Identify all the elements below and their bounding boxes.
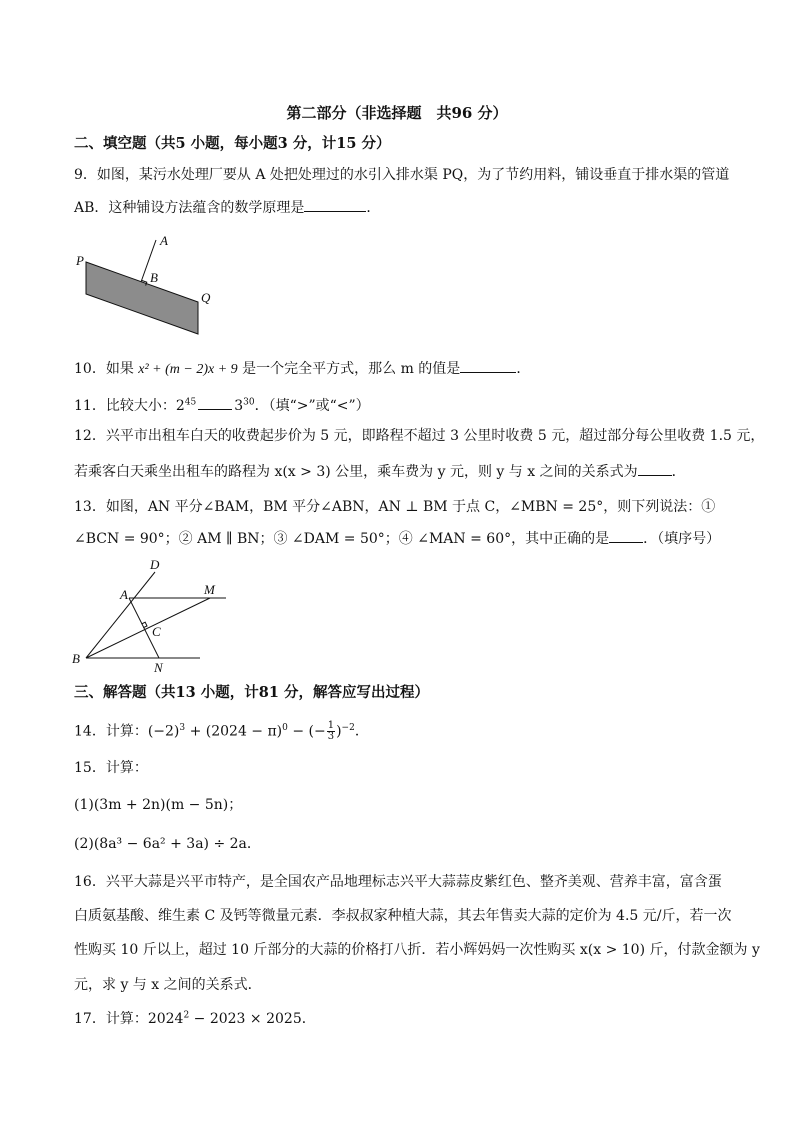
answer-blank-10 (460, 358, 516, 373)
label-point-b: B (150, 270, 158, 285)
question-14-term-3: − (− (287, 723, 326, 740)
question-14-close-paren: ) (336, 723, 342, 740)
question-14-exponent-2: 0 (282, 722, 288, 733)
section-heading-fill-in: 二、填空题（共5 小题，每小题3 分，计15 分） (74, 135, 391, 152)
question-9-line-2 (74, 197, 380, 218)
question-9-line-1: 9．如图，某污水处理厂要从 A 处把处理过的水引入排水渠 PQ，为了节约用料，铺设垂直于排水渠的管道 (74, 167, 730, 183)
fraction-numerator: 1 (327, 720, 335, 731)
question-13-tail: ．（填序号） (643, 531, 721, 547)
question-11-base-1: 2 (175, 398, 185, 414)
label-point-b: B (72, 651, 80, 666)
fraction-one-third (327, 721, 335, 742)
question-14 (74, 721, 369, 742)
question-17-base: 2024 (147, 1011, 184, 1027)
label-point-a: A (120, 587, 128, 602)
question-13-line-1: 13．如图，AN 平分∠BAM，BM 平分∠ABN，AN ⊥ BM 于点 C，∠MBN = 25°，则下列说法：① (74, 499, 716, 515)
figure-q9-drain-diagram (70, 228, 230, 343)
question-9-text: AB．这种铺设方法蕴含的数学原理是 (74, 200, 305, 216)
question-11-tail: ．（填“>”或“<”） (254, 398, 370, 414)
question-14-term-1: (−2) (147, 723, 180, 740)
question-15-part-2: (2)(8a³ − 6a² + 3a) ÷ 2a． (74, 836, 261, 852)
label-point-n: N (154, 660, 163, 674)
question-13-line-2 (74, 528, 720, 549)
question-17-prefix: 17．计算： (74, 1011, 148, 1027)
question-11-prefix: 11．比较大小： (74, 398, 176, 414)
question-17-exponent: 2 (183, 1010, 190, 1021)
question-10-tail: ． (516, 361, 531, 377)
question-14-term-2: + (2024 − π) (185, 723, 283, 740)
question-16-line-2: 白质氨基酸、维生素 C 及钙等微量元素．李叔叔家种植大蒜，其去年售卖大蒜的定价为 4.5 元/斤，若一次 (74, 908, 732, 924)
ray-from-b-to-d (86, 572, 155, 658)
question-9-tail: ． (366, 200, 381, 216)
question-14-exponent-3: −2 (341, 722, 355, 733)
question-16-line-1: 16．兴平大蒜是兴平市特产，是全国农产品地理标志兴平大蒜蒜皮紫红色、整齐美观、营养丰富，富含蛋 (74, 874, 722, 890)
answer-blank-11 (198, 395, 232, 410)
question-15-label: 15．计算： (74, 760, 148, 776)
question-12-line-2 (74, 461, 686, 482)
question-10-expression: x² + (m − 2)x + 9 (138, 362, 238, 377)
question-12-text: 若乘客白天乘坐出租车的路程为 x(x > 3) 公里，乘车费为 y 元，则 y 与 x 之间的关系式为 (74, 464, 638, 480)
label-point-q: Q (201, 290, 211, 305)
label-point-c: C (152, 624, 161, 639)
question-14-exponent-1: 3 (179, 722, 186, 733)
drain-channel-shape (86, 262, 198, 334)
page-title: 第二部分（非选择题 共96 分） (286, 104, 508, 122)
answer-blank-13 (609, 528, 643, 543)
question-10-prefix: 10．如果 (74, 361, 139, 377)
label-point-m: M (204, 582, 215, 597)
question-16-line-3: 性购买 10 斤以上，超过 10 斤部分的大蒜的价格打八折．若小辉妈妈一次性购买 x(x > 10) 斤，付款金额为 y (74, 942, 760, 958)
question-11-base-2: 3 (234, 398, 244, 414)
fraction-denominator: 3 (327, 731, 335, 742)
question-11-exponent-1: 45 (184, 397, 197, 408)
question-17 (74, 1009, 316, 1029)
answer-blank-12 (638, 461, 672, 476)
segment-bm (86, 598, 210, 658)
question-12-tail: ． (671, 464, 686, 480)
question-16-line-4: 元，求 y 与 x 之间的关系式． (74, 977, 262, 993)
question-11-exponent-2: 30 (243, 397, 255, 408)
label-point-p: P (76, 253, 84, 268)
question-10-text: 是一个完全平方式，那么 m 的值是 (237, 361, 461, 377)
label-point-a: A (160, 233, 168, 248)
question-13-text: ∠BCN = 90°；② AM ∥ BN；③ ∠DAM = 50°；④ ∠MAN = 60°，其中正确的是 (74, 531, 610, 547)
question-17-rest: − 2023 × 2025． (189, 1011, 316, 1027)
question-10 (74, 358, 530, 380)
question-14-tail: ． (354, 723, 369, 740)
question-12-line-1: 12．兴平市出租车白天的收费起步价为 5 元，即路程不超过 3 公里时收费 5 元，超过部分每公里收费 1.5 元， (74, 428, 765, 444)
figure-q13-angle-diagram (68, 556, 238, 674)
question-11 (74, 395, 370, 416)
answer-blank-9 (304, 197, 366, 212)
question-15-part-1: (1)(3m + 2n)(m − 5n)； (74, 797, 243, 813)
label-point-d: D (150, 557, 160, 572)
section-heading-solve: 三、解答题（共13 小题，计81 分，解答应写出过程） (74, 684, 429, 701)
question-14-prefix: 14．计算： (74, 723, 148, 740)
